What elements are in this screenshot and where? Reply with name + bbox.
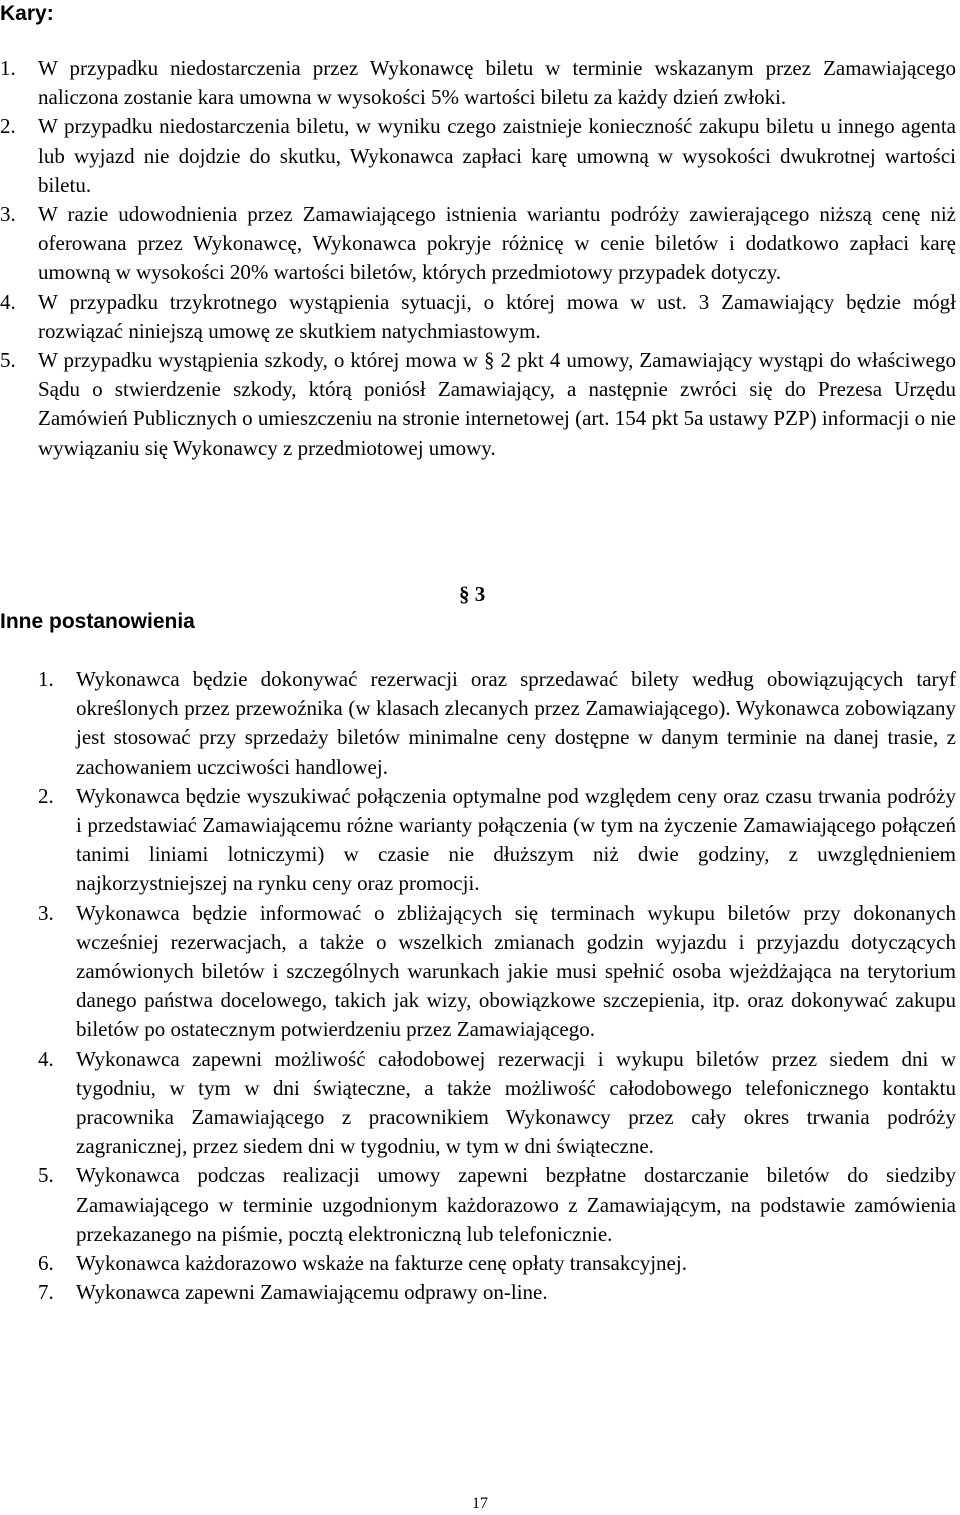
inne-item-1	[0, 665, 956, 782]
inne-item-7	[0, 1278, 956, 1307]
inne-item-number: 3.	[38, 900, 54, 925]
inne-item-number: 5.	[38, 1163, 54, 1188]
kary-item-text: W przypadku trzykrotnego wystąpienia sytuacji, o której mowa w ust. 3 Zamawiający będzie mógł rozwiązać niniejszą umowę ze skutkiem natychmiastowym.	[38, 289, 956, 343]
kary-item-number: 5.	[0, 348, 16, 373]
inne-item-number: 1.	[38, 667, 54, 691]
kary-item-1	[0, 54, 956, 112]
kary-item-number: 3.	[0, 202, 16, 227]
kary-item-number: 4.	[0, 289, 16, 314]
section-mark: § 3	[459, 582, 486, 606]
kary-item-3	[0, 200, 956, 288]
inne-item-text: Wykonawca będzie wyszukiwać połączenia optymalne pod względem ceny oraz czasu trwania podróży i przedstawiać Zamawiającemu różne warianty połączenia (w tym na życzenie Zamawiającego połączeń tanimi liniami lotniczymi) w czasie nie dłuższym niż dwie godziny, z uwzględnieniem najkorzystniejszej na rynku ceny oraz promocji.	[76, 783, 956, 896]
inne-item-5	[0, 1161, 956, 1249]
kary-item-number: 2.	[0, 114, 16, 139]
inne-item-number: 6.	[38, 1251, 54, 1276]
inne-postanowienia-heading: Inne postanowienia	[0, 610, 195, 633]
kary-item-number: 1.	[0, 56, 16, 80]
inne-item-text: Wykonawca zapewni Zamawiającemu odprawy on-line.	[76, 1280, 548, 1305]
kary-item-text: W przypadku wystąpienia szkody, o której mowa w § 2 pkt 4 umowy, Zamawiający wystąpi do właściwego Sądu o stwierdzenie szkody, którą poniósł Zamawiający, a następnie zwróci się do Prezesa Urzędu Zamówień Publicznych o umieszczeniu na stronie internetowej (art. 154 pkt 5a ustawy PZP) informacji o nie wywiązaniu się Wykonawcy z przedmiotowej umowy.	[38, 348, 956, 460]
inne-item-text: Wykonawca każdorazowo wskaże na fakturze cenę opłaty transakcyjnej.	[76, 1251, 687, 1276]
kary-item-text: W przypadku niedostarczenia biletu, w wyniku czego zaistnieje konieczność zakupu biletu u innego agenta lub wyjazd nie dojdzie do skutku, Wykonawca zapłaci karę umowną w wysokości dwukrotnej wartości biletu.	[38, 114, 956, 197]
inne-postanowienia-list	[0, 665, 956, 1307]
inne-item-text: Wykonawca podczas realizacji umowy zapewni bezpłatne dostarczanie biletów do siedziby Zamawiającego w terminie uzgodnionym każdorazowo z Zamawiającym, na podstawie zamówienia przekazanego na piśmie, pocztą elektroniczną lub telefonicznie.	[76, 1163, 956, 1246]
inne-item-number: 7.	[38, 1280, 54, 1305]
inne-item-text: Wykonawca zapewni możliwość całodobowej rezerwacji i wykupu biletów przez siedem dni w tygodniu, w tym w dni świąteczne, a także możliwość całodobowego telefonicznego kontaktu pracownika Zamawiającego z pracownikiem Wykonawcy przez cały okres trwania podróży zagranicznej, przez siedem dni w tygodniu, w tym w dni świąteczne.	[76, 1046, 956, 1159]
kary-item-5	[0, 346, 956, 463]
inne-item-2	[0, 782, 956, 899]
kary-item-4	[0, 288, 956, 346]
inne-item-6	[0, 1249, 956, 1278]
inne-item-text: Wykonawca będzie informować o zbliżających się terminach wykupu biletów przy dokonanych wcześniej rezerwacjach, a także o wszelkich zmianach godzin wyjazdu i przyjazdu dotyczących zamówionych biletów i szczególnych warunkach jakie musi spełnić osoba wjeżdżająca na terytorium danego państwa docelowego, takich jak wizy, obowiązkowe szczepienia, itp. oraz dokonywać zakupu biletów po ostatecznym potwierdzeniu przez Zamawiającego.	[76, 900, 956, 1042]
inne-item-3	[0, 899, 956, 1045]
inne-item-number: 2.	[38, 783, 54, 808]
kary-item-2	[0, 112, 956, 200]
kary-heading: Kary:	[0, 2, 54, 25]
inne-item-4	[0, 1045, 956, 1162]
inne-item-number: 4.	[38, 1046, 54, 1071]
kary-item-text: W przypadku niedostarczenia przez Wykonawcę biletu w terminie wskazanym przez Zamawiającego naliczona zostanie kara umowna w wysokości 5% wartości biletu za każdy dzień zwłoki.	[38, 56, 956, 110]
page-number: 17	[472, 1495, 488, 1512]
kary-item-text: W razie udowodnienia przez Zamawiającego istnienia wariantu podróży zawierającego niższą cenę niż oferowana przez Wykonawcę, Wykonawca pokryje różnicę w cenie biletów i dodatkowo zapłaci karę umowną w wysokości 20% wartości biletów, których przedmiotowy przypadek dotyczy.	[38, 202, 956, 285]
inne-item-text: Wykonawca będzie dokonywać rezerwacji oraz sprzedawać bilety według obowiązujących taryf określonych przez przewoźnika (w klasach zlecanych przez Zamawiającego). Wykonawca zobowiązany jest stosować przy sprzedaży biletów minimalne ceny dostępne w danym terminie na danej trasie, z zachowaniem uczciwości handlowej.	[76, 667, 956, 779]
kary-list	[0, 54, 956, 463]
